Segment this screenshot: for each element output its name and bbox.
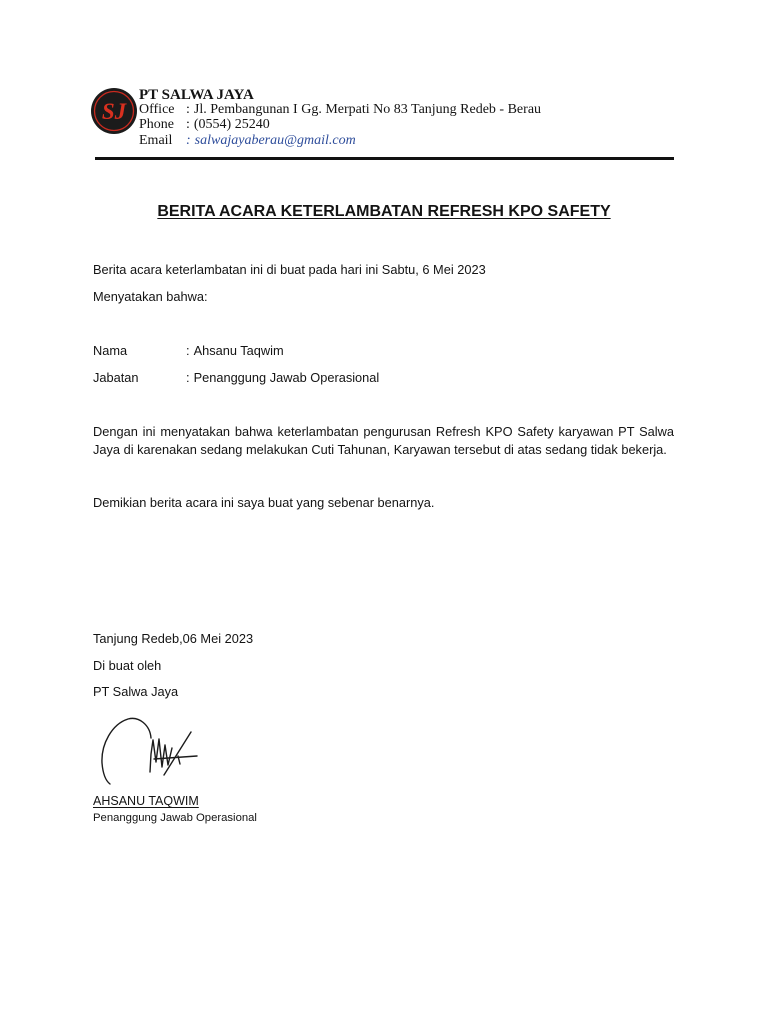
logo-lettering: SJ <box>101 99 127 124</box>
employee-name: Ahsanu Taqwim <box>193 343 284 358</box>
company-name: PT SALWA JAYA <box>139 87 254 103</box>
company-logo <box>90 87 138 135</box>
signature-stroke <box>164 732 191 775</box>
signer-title: Penanggung Jawab Operasional <box>93 812 257 824</box>
contact-label: Email <box>139 133 173 148</box>
contact-separator: : <box>186 102 190 117</box>
identity-name-row <box>93 343 284 359</box>
intro-text: Berita acara keterlambatan ini di buat pada hari ini Sabtu, 6 Mei 2023 <box>93 262 486 277</box>
field-separator: : <box>186 370 190 385</box>
contact-email <box>139 133 356 148</box>
field-separator: : <box>186 343 190 358</box>
header-rule <box>95 157 674 160</box>
closing-text: Demikian berita acara ini saya buat yang sebenar benarnya. <box>93 495 435 510</box>
office-address: Jl. Pembangunan I Gg. Merpati No 83 Tanjung Redeb - Berau <box>193 102 542 117</box>
declaration-lead: Menyatakan bahwa: <box>93 289 208 304</box>
signoff-made-by: Di buat oleh <box>93 658 162 673</box>
statement-line: Dengan ini menyatakan bahwa keterlambatan pengurusan Refresh KPO Safety karyawan PT Salwa <box>93 424 674 439</box>
signoff-place-date: Tanjung Redeb,06 Mei 2023 <box>93 631 254 646</box>
contact-separator: : <box>186 117 190 132</box>
employee-position: Penanggung Jawab Operasional <box>193 370 380 385</box>
signer-name: AHSANU TAQWIM <box>93 794 199 808</box>
contact-office <box>139 102 541 117</box>
signature-stroke <box>102 718 151 784</box>
signature <box>93 712 203 788</box>
statement-line: Jaya di karenakan sedang melakukan Cuti Tahunan, Karyawan tersebut di atas sedang tidak bekerja. <box>93 442 667 457</box>
contact-separator: : <box>186 133 191 148</box>
identity-position-row <box>93 370 379 386</box>
contact-label: Phone <box>139 117 174 132</box>
contact-phone <box>139 117 270 132</box>
signoff-company: PT Salwa Jaya <box>93 684 179 699</box>
phone-number: (0554) 25240 <box>193 117 270 132</box>
email-address: salwajayaberau@gmail.com <box>194 133 356 148</box>
document-title: BERITA ACARA KETERLAMBATAN REFRESH KPO SAFETY <box>157 203 611 220</box>
contact-label: Office <box>139 102 175 117</box>
field-label: Jabatan <box>93 370 139 385</box>
field-label: Nama <box>93 343 128 358</box>
